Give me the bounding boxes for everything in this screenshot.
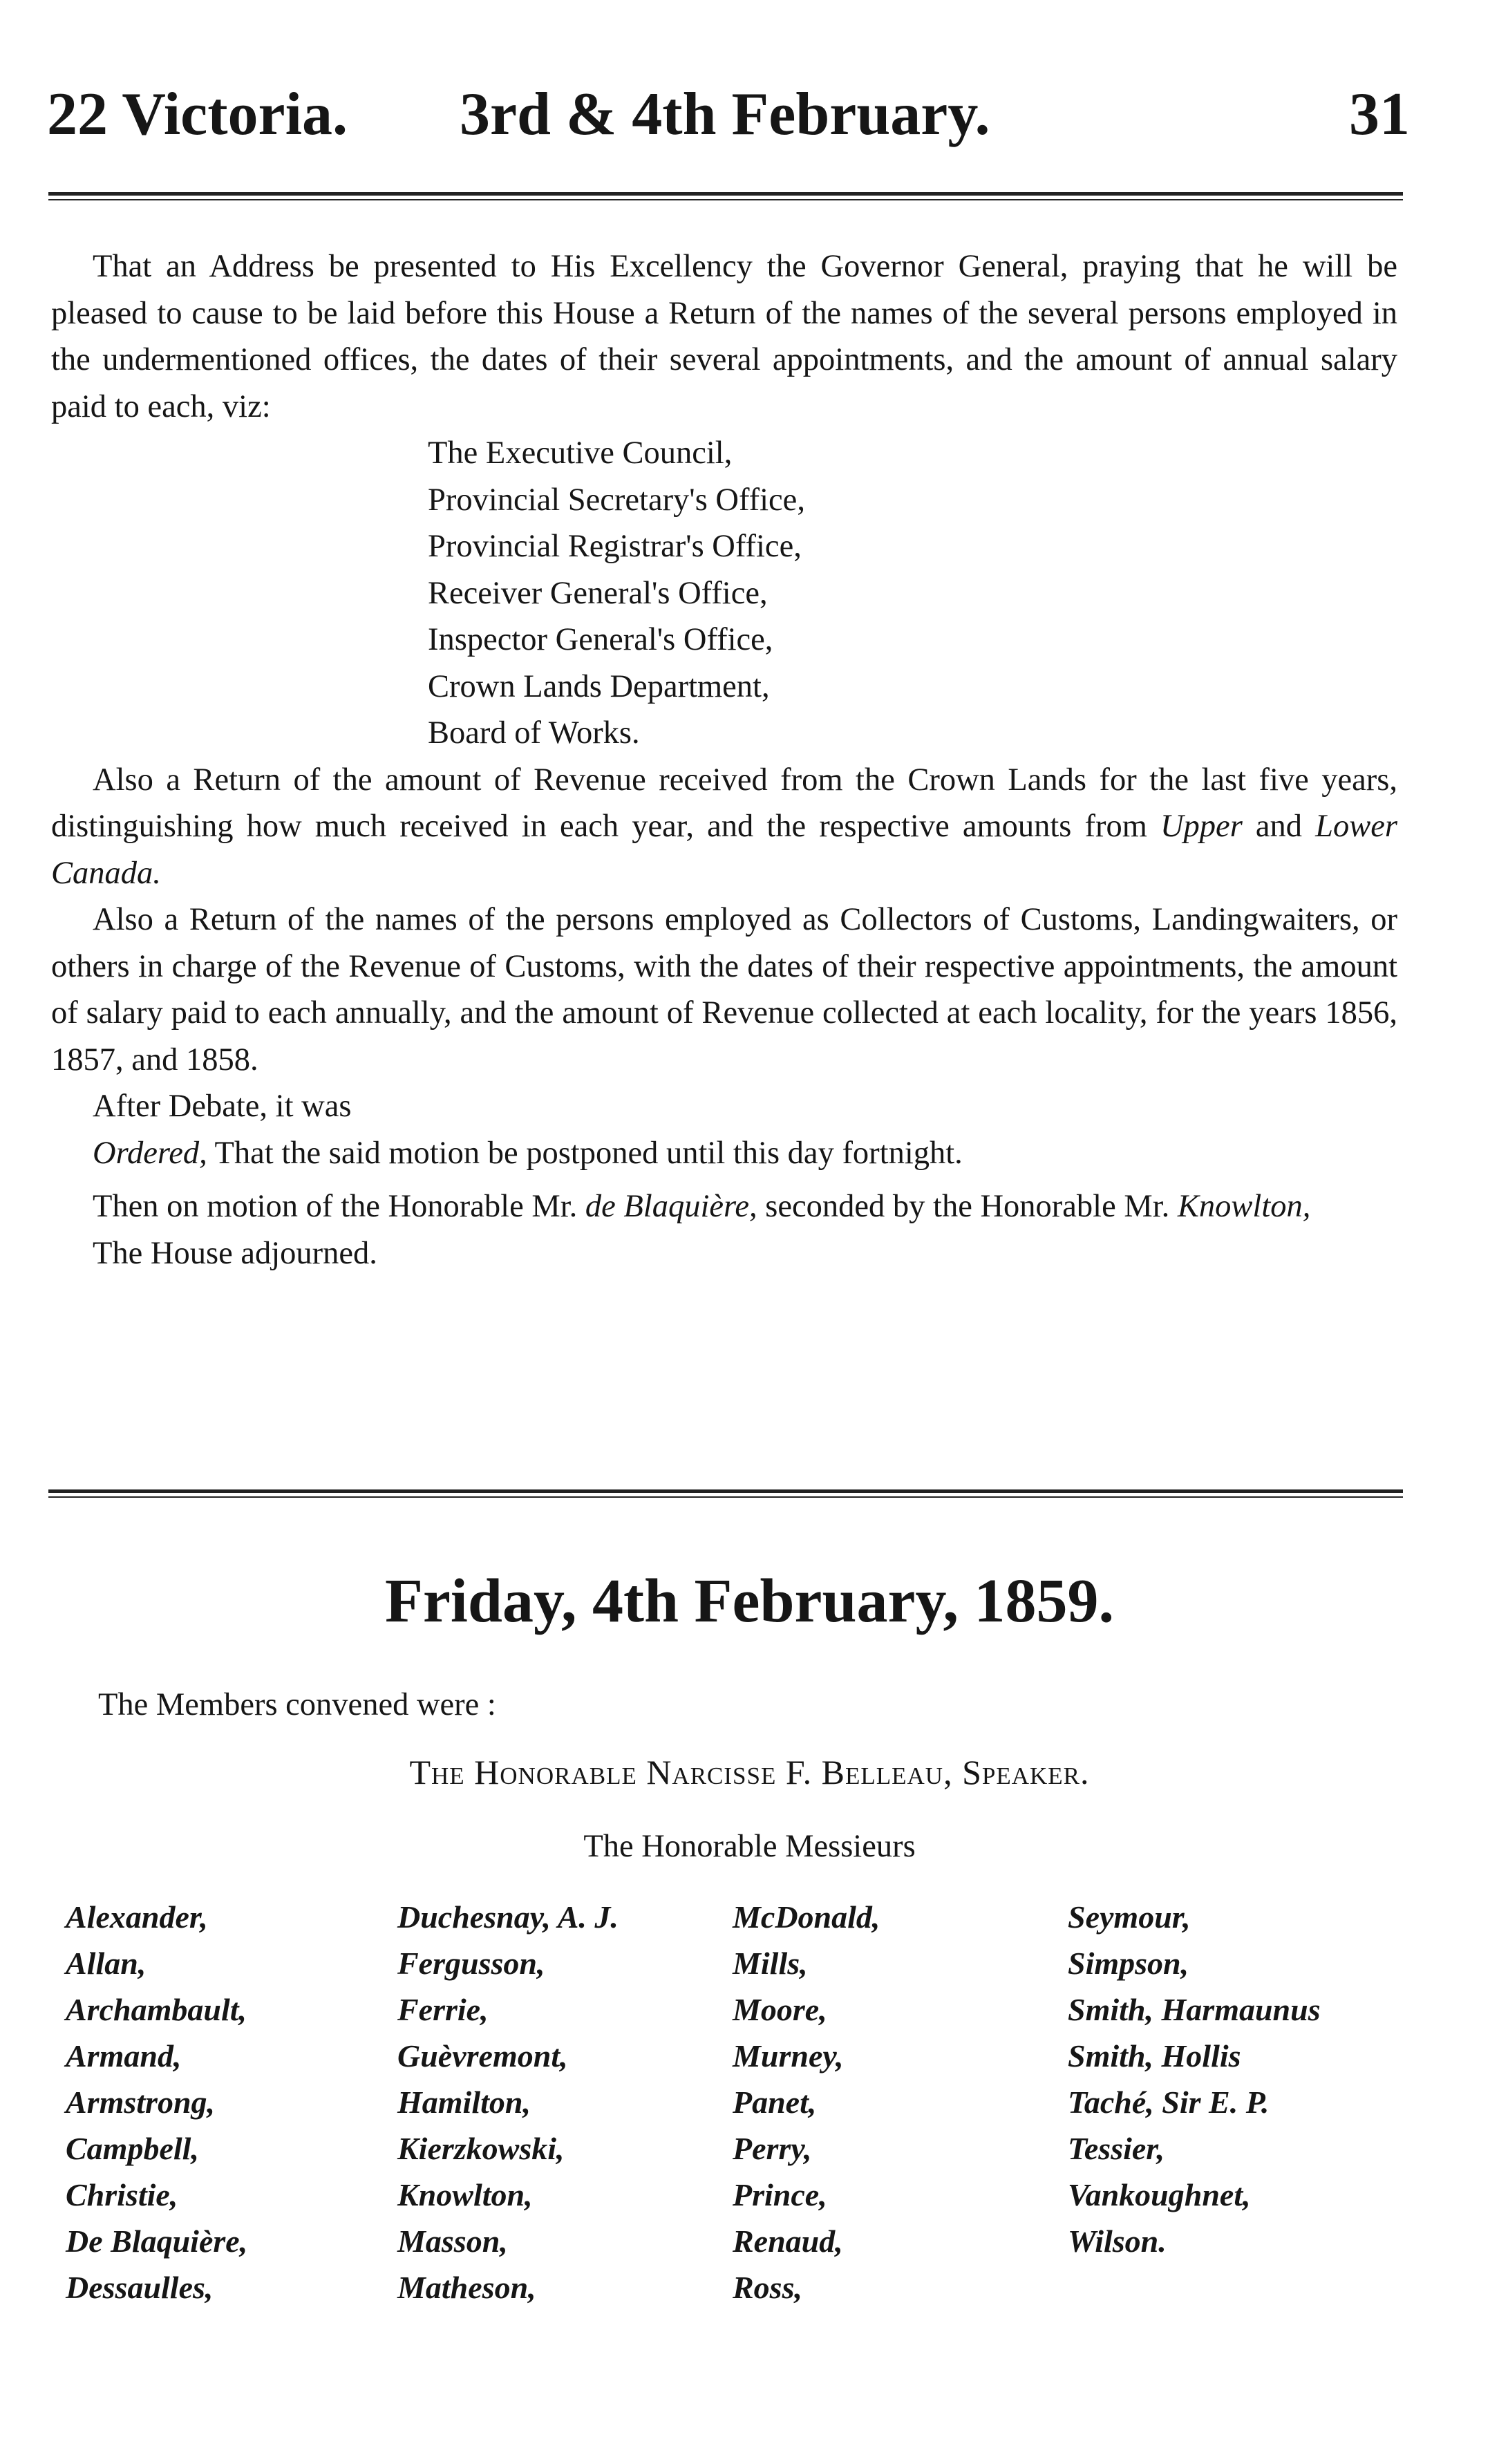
- debate-line: After Debate, it was: [93, 1089, 352, 1124]
- office-item: Receiver General's Office,: [428, 575, 768, 611]
- member-name: Masson,: [397, 2223, 508, 2259]
- office-item: Crown Lands Department,: [428, 668, 770, 704]
- member-name: Kierzkowski,: [397, 2131, 565, 2166]
- members-column-3: [733, 1894, 880, 2311]
- sitting-date-heading: Friday, 4th February, 1859.: [385, 1567, 1114, 1635]
- member-name: Campbell,: [66, 2131, 199, 2166]
- section-rule: [48, 1489, 1403, 1493]
- header-rule-thin: [48, 199, 1403, 200]
- member-name: Perry,: [733, 2131, 812, 2166]
- members-column-2: [397, 1894, 619, 2311]
- member-name: Matheson,: [397, 2270, 536, 2305]
- page-header: [41, 66, 1410, 162]
- member-name: Smith, Harmaunus: [1068, 1992, 1321, 2027]
- honorable-messieurs-line: The Honorable Messieurs: [583, 1829, 916, 1864]
- member-name: Guèvremont,: [397, 2038, 568, 2073]
- header-page-number: 31: [1349, 81, 1410, 148]
- member-name: Archambault,: [66, 1992, 247, 2027]
- member-name: Moore,: [733, 1992, 827, 2027]
- member-name: Armand,: [66, 2038, 182, 2073]
- house-adjourned: The House adjourned.: [93, 1235, 377, 1271]
- members-column-1: [66, 1894, 247, 2311]
- header-rule: [48, 192, 1403, 196]
- member-name: Mills,: [733, 1946, 808, 1981]
- members-convened-line: The Members convened were :: [98, 1687, 496, 1722]
- member-name: Duchesnay, A. J.: [397, 1899, 619, 1935]
- motion-text: [51, 243, 1397, 1277]
- office-item: Provincial Secretary's Office,: [428, 482, 805, 518]
- section-rule-thin: [48, 1496, 1403, 1498]
- member-name: Taché, Sir E. P.: [1068, 2085, 1270, 2120]
- member-name: Vankoughnet,: [1068, 2177, 1251, 2212]
- member-name: Fergusson,: [397, 1946, 545, 1981]
- member-name: Smith, Hollis: [1068, 2038, 1241, 2073]
- members-list: [66, 1894, 1413, 2364]
- office-item: Provincial Registrar's Office,: [428, 529, 802, 564]
- office-item: Inspector General's Office,: [428, 622, 773, 657]
- office-item: Board of Works.: [428, 715, 640, 751]
- header-regnal-year: 22 Victoria.: [47, 81, 348, 148]
- member-name: Murney,: [733, 2038, 844, 2073]
- member-name: Prince,: [733, 2177, 827, 2212]
- member-name: Simpson,: [1068, 1946, 1189, 1981]
- member-name: Armstrong,: [66, 2085, 216, 2120]
- offices-list: [428, 430, 1397, 757]
- member-name: Seymour,: [1068, 1899, 1191, 1935]
- address-paragraph: That an Address be presented to His Excellency the Governor General, praying that he will be pleased to cause to be laid before this House a Return of the names of the several persons employed in the undermentioned offices, the dates of their several appointments, and the amount of annual salary paid to each, viz:: [51, 249, 1397, 424]
- speaker-line: The Honorable Narcisse F. Belleau, Speaker.: [409, 1753, 1090, 1791]
- ordered-line: Ordered, That the said motion be postponed until this day fortnight.: [93, 1135, 963, 1171]
- crown-lands-return-paragraph: Also a Return of the amount of Revenue received from the Crown Lands for the last five years, distinguishing how much received in each year, and the respective amounts from Upper and Lower Canada.: [51, 762, 1397, 891]
- customs-return-paragraph: Also a Return of the names of the persons employed as Collectors of Customs, Landingwaiters, or others in charge of the Revenue of Customs, with the dates of their respective appointments, the amount of salary paid to each annually, and the amount of Revenue collected at each locality, for the years 1856, 1857, and 1858.: [51, 902, 1397, 1078]
- member-name: Ross,: [733, 2270, 802, 2305]
- member-name: Wilson.: [1068, 2223, 1167, 2259]
- member-name: Alexander,: [66, 1899, 208, 1935]
- adjournment-motion: Then on motion of the Honorable Mr. de Blaquière, seconded by the Honorable Mr. Knowlton,: [93, 1189, 1311, 1224]
- office-item: The Executive Council,: [428, 435, 733, 471]
- member-name: Ferrie,: [397, 1992, 489, 2027]
- members-column-4: [1068, 1894, 1321, 2264]
- member-name: Tessier,: [1068, 2131, 1165, 2166]
- header-dates: 3rd & 4th February.: [460, 81, 990, 148]
- member-name: Allan,: [66, 1946, 147, 1981]
- member-name: Christie,: [66, 2177, 178, 2212]
- member-name: McDonald,: [733, 1899, 880, 1935]
- member-name: Knowlton,: [397, 2177, 533, 2212]
- member-name: Dessaulles,: [66, 2270, 214, 2305]
- member-name: Renaud,: [733, 2223, 843, 2259]
- member-name: Panet,: [733, 2085, 817, 2120]
- member-name: Hamilton,: [397, 2085, 531, 2120]
- member-name: De Blaquière,: [66, 2223, 248, 2259]
